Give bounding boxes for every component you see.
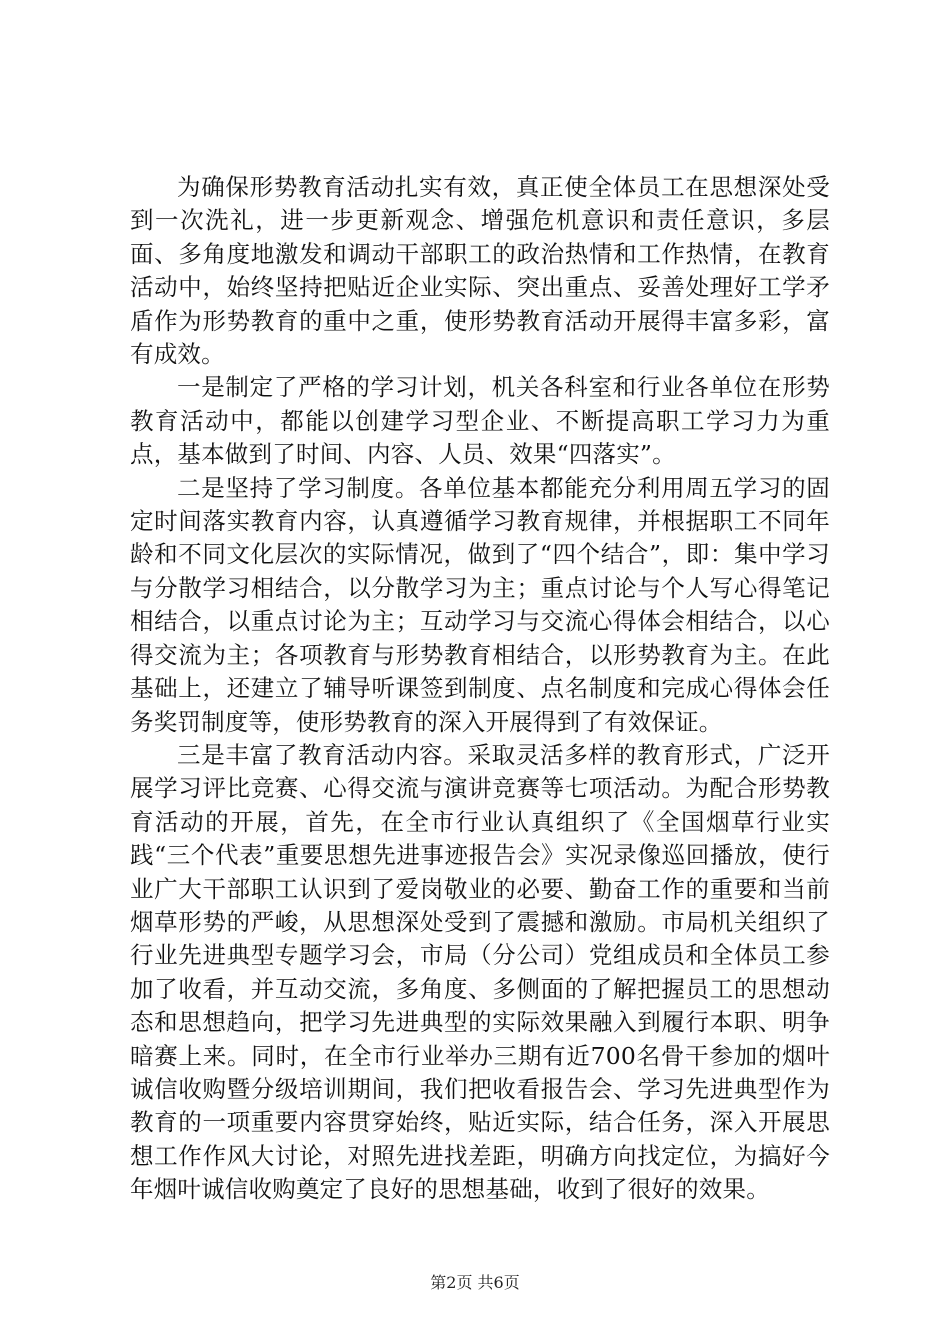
paragraph-study-plan: 一是制定了严格的学习计划，机关各科室和行业各单位在形势教育活动中，都能以创建学习型企业、不断提高职工学习力为重点，基本做到了时间、内容、人员、效果“四落实”。 (130, 373, 830, 469)
paragraph-study-system: 二是坚持了学习制度。各单位基本都能充分利用周五学习的固定时间落实教育内容，认真遵循学习教育规律，并根据职工不同年龄和不同文化层次的实际情况，做到了“四个结合”，即：集中学习与分散学习相结合，以分散学习为主；重点讨论与个人写心得笔记相结合，以重点讨论为主；互动学习与交流心得体会相结合，以心得交流为主；各项教育与形势教育相结合，以形势教育为主。在此基础上，还建立了辅导听课签到制度、点名制度和完成心得体会任务奖罚制度等，使形势教育的深入开展得到了有效保证。 (130, 473, 830, 736)
paragraph-activity-content: 三是丰富了教育活动内容。采取灵活多样的教育形式，广泛开展学习评比竞赛、心得交流与演讲竞赛等七项活动。为配合形势教育活动的开展，首先，在全市行业认真组织了《全国烟草行业实践“三个代表”重要思想先进事迹报告会》实况录像巡回播放，使行业广大干部职工认识到了爱岗敬业的必要、勤奋工作的重要和当前烟草形势的严峻，从思想深处受到了震撼和激励。市局机关组织了行业先进典型专题学习会，市局（分公司）党组成员和全体员工参加了收看，并互动交流，多角度、多侧面的了解把握员工的思想动态和思想趋向，把学习先进典型的实际效果融入到履行本职、明争暗赛上来。同时，在全市行业举办三期有近700名骨干参加的烟叶诚信收购暨分级培训期间，我们把收看报告会、学习先进典型作为教育的一项重要内容贯穿始终，贴近实际，结合任务，深入开展思想工作作风大讨论，对照先进找差距，明确方向找定位，为搞好今年烟叶诚信收购奠定了良好的思想基础，收到了很好的效果。 (130, 740, 830, 1204)
document-body (130, 171, 830, 1207)
paragraph-intro: 为确保形势教育活动扎实有效，真正使全体员工在思想深处受到一次洗礼，进一步更新观念、增强危机意识和责任意识，多层面、多角度地激发和调动干部职工的政治热情和工作热情，在教育活动中，始终坚持把贴近企业实际、突出重点、妥善处理好工学矛盾作为形势教育的重中之重，使形势教育活动开展得丰富多彩，富有成效。 (130, 173, 830, 369)
page-number-footer: 第2页 共6页 (430, 1273, 520, 1292)
